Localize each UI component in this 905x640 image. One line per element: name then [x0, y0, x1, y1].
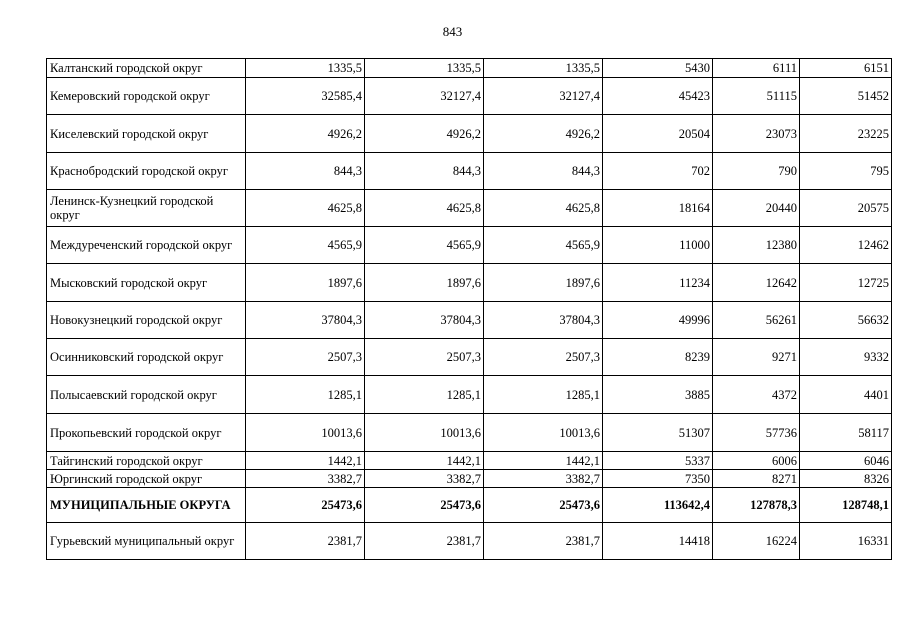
table-row [47, 470, 892, 488]
value-cell: 10013,6 [246, 414, 365, 452]
value-cell: 9271 [713, 339, 800, 376]
value-cell: 45423 [603, 78, 713, 115]
value-cell: 1285,1 [365, 376, 484, 414]
table-row [47, 153, 892, 190]
value-cell: 16224 [713, 523, 800, 560]
table-row [47, 190, 892, 227]
value-cell: 6046 [800, 452, 892, 470]
table-row [47, 452, 892, 470]
value-cell: 8326 [800, 470, 892, 488]
value-cell: 14418 [603, 523, 713, 560]
value-cell: 32127,4 [365, 78, 484, 115]
value-cell: 4625,8 [484, 190, 603, 227]
budget-table [46, 58, 892, 560]
row-name-cell: Гурьевский муниципальный округ [47, 523, 246, 560]
value-cell: 1285,1 [246, 376, 365, 414]
row-name-cell: Юргинский городской округ [47, 470, 246, 488]
value-cell: 1897,6 [484, 264, 603, 302]
value-cell: 51307 [603, 414, 713, 452]
value-cell: 37804,3 [365, 302, 484, 339]
value-cell: 12642 [713, 264, 800, 302]
row-name-cell: Новокузнецкий городской округ [47, 302, 246, 339]
table-row [47, 302, 892, 339]
value-cell: 2507,3 [484, 339, 603, 376]
value-cell: 6151 [800, 59, 892, 78]
row-name-cell: Калтанский городской округ [47, 59, 246, 78]
row-name-cell: Полысаевский городской округ [47, 376, 246, 414]
value-cell: 2507,3 [246, 339, 365, 376]
value-cell: 10013,6 [365, 414, 484, 452]
row-name-cell: Прокопьевский городской округ [47, 414, 246, 452]
value-cell: 12380 [713, 227, 800, 264]
value-cell: 8271 [713, 470, 800, 488]
row-name-cell: Осинниковский городской округ [47, 339, 246, 376]
row-name-cell: Мысковский городской округ [47, 264, 246, 302]
value-cell: 790 [713, 153, 800, 190]
value-cell: 4625,8 [246, 190, 365, 227]
value-cell: 7350 [603, 470, 713, 488]
value-cell: 2507,3 [365, 339, 484, 376]
value-cell: 4926,2 [484, 115, 603, 153]
value-cell: 4372 [713, 376, 800, 414]
value-cell: 32585,4 [246, 78, 365, 115]
value-cell: 3382,7 [246, 470, 365, 488]
value-cell: 3382,7 [484, 470, 603, 488]
value-cell: 6006 [713, 452, 800, 470]
value-cell: 5337 [603, 452, 713, 470]
value-cell: 8239 [603, 339, 713, 376]
value-cell: 49996 [603, 302, 713, 339]
value-cell: 1442,1 [484, 452, 603, 470]
table-row [47, 264, 892, 302]
value-cell: 1285,1 [484, 376, 603, 414]
value-cell: 57736 [713, 414, 800, 452]
value-cell: 2381,7 [246, 523, 365, 560]
value-cell: 1897,6 [365, 264, 484, 302]
value-cell: 20504 [603, 115, 713, 153]
value-cell: 25473,6 [246, 488, 365, 523]
table-body [47, 59, 892, 560]
row-name-cell: Ленинск-Кузнецкий городской округ [47, 190, 246, 227]
value-cell: 1335,5 [365, 59, 484, 78]
value-cell: 3885 [603, 376, 713, 414]
value-cell: 2381,7 [484, 523, 603, 560]
value-cell: 127878,3 [713, 488, 800, 523]
value-cell: 844,3 [484, 153, 603, 190]
row-name-cell: Междуреченский городской округ [47, 227, 246, 264]
row-name-cell: МУНИЦИПАЛЬНЫЕ ОКРУГА [47, 488, 246, 523]
table-row [47, 488, 892, 523]
value-cell: 9332 [800, 339, 892, 376]
table-row [47, 414, 892, 452]
value-cell: 2381,7 [365, 523, 484, 560]
value-cell: 1442,1 [246, 452, 365, 470]
value-cell: 4926,2 [246, 115, 365, 153]
table-row [47, 376, 892, 414]
value-cell: 56632 [800, 302, 892, 339]
value-cell: 25473,6 [365, 488, 484, 523]
value-cell: 4926,2 [365, 115, 484, 153]
value-cell: 20575 [800, 190, 892, 227]
value-cell: 4401 [800, 376, 892, 414]
value-cell: 702 [603, 153, 713, 190]
value-cell: 4625,8 [365, 190, 484, 227]
value-cell: 23073 [713, 115, 800, 153]
value-cell: 16331 [800, 523, 892, 560]
table-row [47, 115, 892, 153]
value-cell: 12725 [800, 264, 892, 302]
value-cell: 20440 [713, 190, 800, 227]
value-cell: 1335,5 [246, 59, 365, 78]
value-cell: 844,3 [365, 153, 484, 190]
value-cell: 4565,9 [246, 227, 365, 264]
value-cell: 37804,3 [484, 302, 603, 339]
value-cell: 3382,7 [365, 470, 484, 488]
value-cell: 56261 [713, 302, 800, 339]
value-cell: 113642,4 [603, 488, 713, 523]
value-cell: 23225 [800, 115, 892, 153]
value-cell: 5430 [603, 59, 713, 78]
table-row [47, 523, 892, 560]
table-row [47, 78, 892, 115]
value-cell: 32127,4 [484, 78, 603, 115]
value-cell: 4565,9 [484, 227, 603, 264]
table-row [47, 339, 892, 376]
row-name-cell: Киселевский городской округ [47, 115, 246, 153]
value-cell: 6111 [713, 59, 800, 78]
value-cell: 12462 [800, 227, 892, 264]
value-cell: 18164 [603, 190, 713, 227]
value-cell: 1897,6 [246, 264, 365, 302]
value-cell: 795 [800, 153, 892, 190]
value-cell: 51452 [800, 78, 892, 115]
value-cell: 1335,5 [484, 59, 603, 78]
value-cell: 844,3 [246, 153, 365, 190]
page-number: 843 [442, 24, 463, 39]
table-row [47, 227, 892, 264]
value-cell: 25473,6 [484, 488, 603, 523]
value-cell: 11234 [603, 264, 713, 302]
row-name-cell: Тайгинский городской округ [47, 452, 246, 470]
row-name-cell: Краснобродский городской округ [47, 153, 246, 190]
value-cell: 1442,1 [365, 452, 484, 470]
value-cell: 58117 [800, 414, 892, 452]
value-cell: 128748,1 [800, 488, 892, 523]
value-cell: 51115 [713, 78, 800, 115]
value-cell: 4565,9 [365, 227, 484, 264]
value-cell: 11000 [603, 227, 713, 264]
value-cell: 10013,6 [484, 414, 603, 452]
value-cell: 37804,3 [246, 302, 365, 339]
row-name-cell: Кемеровский городской округ [47, 78, 246, 115]
table-row [47, 59, 892, 78]
